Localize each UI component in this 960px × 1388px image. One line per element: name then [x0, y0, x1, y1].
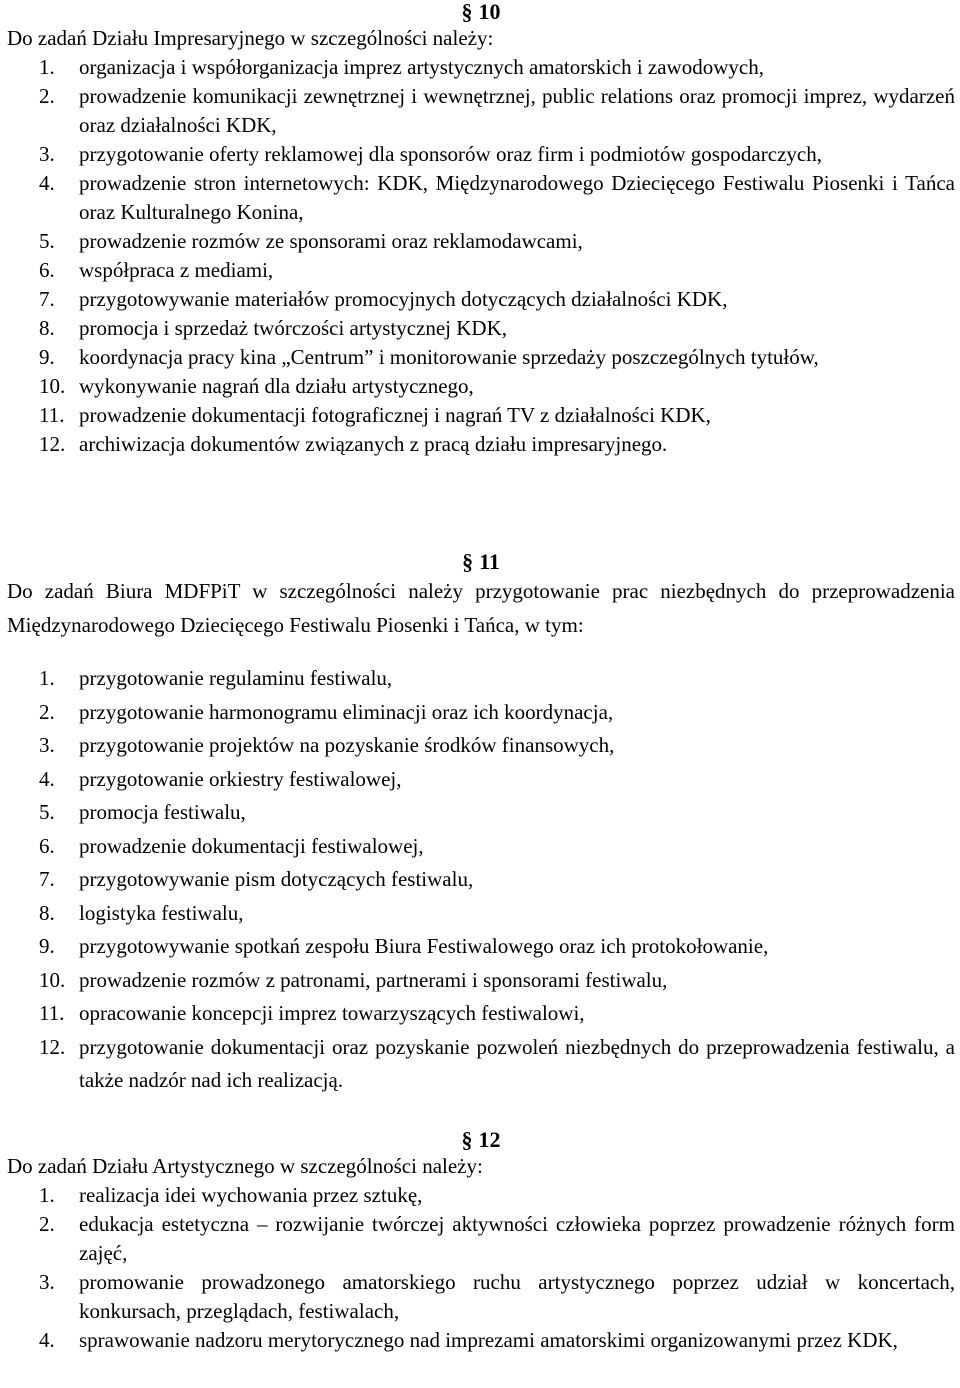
- task-list: [7, 662, 955, 1098]
- list-item: [7, 227, 955, 256]
- list-item: [7, 343, 955, 372]
- list-item: [7, 314, 955, 343]
- list-item: [7, 82, 955, 140]
- list-item: [7, 662, 955, 696]
- item-number: 8.: [39, 316, 55, 340]
- item-text: sprawowanie nadzoru merytorycznego nad imprezami amatorskimi organizowanymi przez KDK,: [79, 1328, 898, 1352]
- list-item: [7, 930, 955, 964]
- item-number: 8.: [39, 900, 55, 925]
- task-list: [7, 1181, 955, 1355]
- item-text: przygotowanie harmonogramu eliminacji oraz ich koordynacja,: [79, 699, 614, 724]
- item-text: przygotowywanie spotkań zespołu Biura Festiwalowego oraz ich protokołowanie,: [79, 934, 769, 958]
- item-text: przygotowanie oferty reklamowej dla sponsorów oraz firm i podmiotów gospodarczych,: [79, 142, 822, 166]
- item-number: 11.: [39, 403, 65, 427]
- list-item: [7, 997, 955, 1031]
- list-item: [7, 430, 955, 459]
- item-number: 7.: [39, 867, 55, 891]
- item-text: przygotowanie dokumentacji oraz pozyskanie pozwoleń niezbędnych do przeprowadzenia festiwalu, a także nadzór nad ich realizacją.: [79, 1034, 955, 1092]
- section-number: 11: [479, 549, 500, 574]
- list-item: [7, 140, 955, 169]
- item-text: archiwizacja dokumentów związanych z pracą działu impresaryjnego.: [79, 432, 668, 456]
- item-number: 9.: [39, 934, 55, 958]
- list-item: [7, 1031, 955, 1098]
- section-intro: Do zadań Działu Impresaryjnego w szczególności należy:: [7, 26, 494, 50]
- list-item: [7, 796, 955, 830]
- item-number: 3.: [39, 733, 55, 757]
- item-text: prowadzenie rozmów ze sponsorami oraz reklamodawcami,: [79, 229, 583, 253]
- list-item: [7, 763, 955, 797]
- item-number: 4.: [39, 766, 55, 791]
- list-item: [7, 1326, 955, 1355]
- item-number: 11.: [39, 1001, 65, 1025]
- item-text: prowadzenie dokumentacji festiwalowej,: [79, 833, 424, 858]
- item-text: koordynacja pracy kina „Centrum” i monitorowanie sprzedaży poszczególnych tytułów,: [79, 345, 819, 369]
- list-item: [7, 696, 955, 730]
- section-heading: [7, 550, 955, 574]
- item-text: przygotowywanie materiałów promocyjnych dotyczących działalności KDK,: [79, 287, 728, 311]
- section-symbol: §: [462, 549, 474, 574]
- item-number: 12.: [39, 432, 66, 456]
- section-number: 12: [478, 1127, 501, 1152]
- item-text: realizacja idei wychowania przez sztukę,: [79, 1183, 423, 1207]
- item-text: prowadzenie komunikacji zewnętrznej i wewnętrznej, public relations oraz promocji imprez, wydarzeń oraz działalności KDK,: [79, 84, 955, 137]
- item-number: 7.: [39, 287, 55, 311]
- section-heading: [7, 1128, 955, 1152]
- list-item: [7, 285, 955, 314]
- list-item: [7, 729, 955, 763]
- item-text: wykonywanie nagrań dla działu artystycznego,: [79, 374, 474, 398]
- list-item: [7, 401, 955, 430]
- item-number: 2.: [39, 699, 55, 724]
- section-intro: Do zadań Biura MDFPiT w szczególności należy przygotowanie prac niezbędnych do przeprowadzenia Międzynarodowego Dziecięcego Festiwalu Piosenki i Tańca, w tym:: [7, 579, 955, 637]
- item-text: organizacja i współorganizacja imprez artystycznych amatorskich i zawodowych,: [79, 55, 764, 79]
- list-item: [7, 964, 955, 998]
- item-number: 4.: [39, 1328, 55, 1352]
- task-list: [7, 53, 955, 459]
- item-number: 9.: [39, 345, 55, 369]
- item-text: prowadzenie dokumentacji fotograficznej i nagrań TV z działalności KDK,: [79, 403, 711, 427]
- list-item: [7, 897, 955, 931]
- section-heading: [7, 0, 955, 24]
- item-number: 1.: [39, 666, 55, 690]
- item-number: 10.: [39, 374, 66, 398]
- section-intro: Do zadań Działu Artystycznego w szczególności należy:: [7, 1154, 483, 1178]
- item-text: prowadzenie stron internetowych: KDK, Międzynarodowego Dziecięcego Festiwalu Piosenki i Tańca oraz Kulturalnego Konina,: [79, 171, 955, 224]
- item-text: prowadzenie rozmów z patronami, partnerami i sponsorami festiwalu,: [79, 967, 668, 992]
- section-11: [7, 550, 955, 1098]
- section-symbol: §: [461, 0, 473, 24]
- section-12: [7, 1128, 955, 1355]
- item-number: 4.: [39, 171, 55, 195]
- section-symbol: §: [461, 1127, 473, 1152]
- list-item: [7, 1210, 955, 1268]
- list-item: [7, 169, 955, 227]
- list-item: [7, 1181, 955, 1210]
- list-item: [7, 256, 955, 285]
- item-text: promowanie prowadzonego amatorskiego ruchu artystycznego poprzez udział w koncertach, konkursach, przeglądach, festiwalach,: [79, 1270, 955, 1323]
- item-number: 1.: [39, 1183, 55, 1207]
- item-text: przygotowywanie pism dotyczących festiwalu,: [79, 867, 474, 891]
- item-number: 2.: [39, 1212, 55, 1236]
- list-item: [7, 53, 955, 82]
- item-number: 5.: [39, 800, 55, 824]
- item-number: 1.: [39, 55, 55, 79]
- list-item: [7, 1268, 955, 1326]
- item-number: 3.: [39, 1270, 55, 1294]
- list-item: [7, 830, 955, 864]
- item-text: opracowanie koncepcji imprez towarzyszących festiwalowi,: [79, 1001, 585, 1025]
- section-number: 10: [478, 0, 501, 24]
- item-text: przygotowanie orkiestry festiwalowej,: [79, 766, 402, 791]
- item-text: promocja festiwalu,: [79, 800, 246, 824]
- item-text: promocja i sprzedaż twórczości artystycznej KDK,: [79, 316, 507, 340]
- item-text: edukacja estetyczna – rozwijanie twórczej aktywności człowieka poprzez prowadzenie różnych form zajęć,: [79, 1212, 955, 1265]
- item-text: logistyka festiwalu,: [79, 900, 244, 925]
- item-text: współpraca z mediami,: [79, 258, 274, 282]
- item-number: 5.: [39, 229, 55, 253]
- list-item: [7, 863, 955, 897]
- item-number: 12.: [39, 1034, 66, 1059]
- item-text: przygotowanie regulaminu festiwalu,: [79, 666, 393, 690]
- item-number: 6.: [39, 258, 55, 282]
- item-number: 2.: [39, 84, 55, 108]
- item-number: 10.: [39, 967, 66, 992]
- item-number: 6.: [39, 833, 55, 858]
- section-10: [7, 0, 955, 459]
- item-number: 3.: [39, 142, 55, 166]
- list-item: [7, 372, 955, 401]
- item-text: przygotowanie projektów na pozyskanie środków finansowych,: [79, 733, 615, 757]
